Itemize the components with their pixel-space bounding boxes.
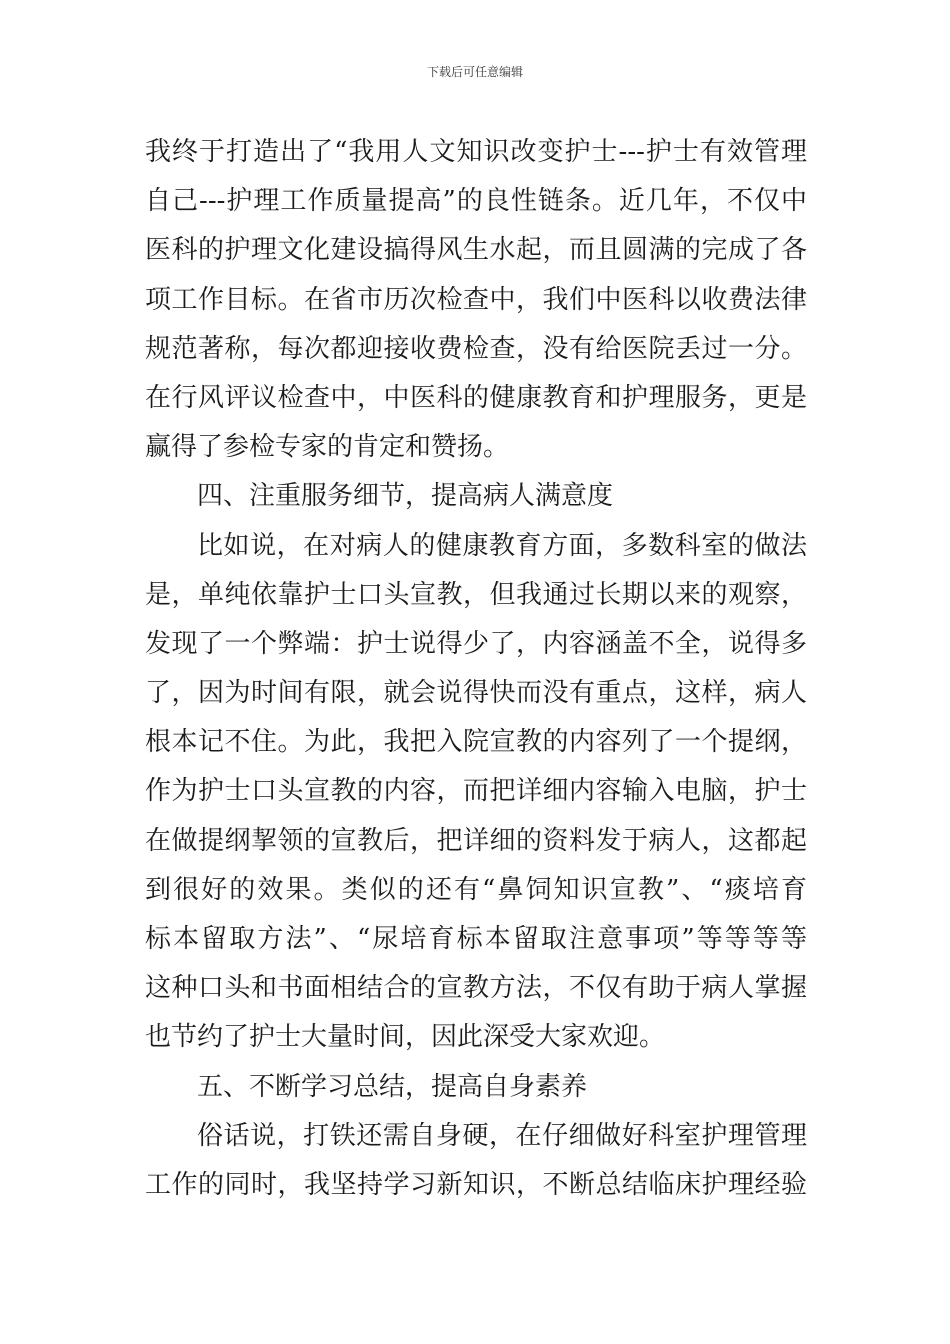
paragraph-first-line: 四、注重服务细节，提高病人满意度 xyxy=(197,481,614,512)
text-line: 是，单纯依靠护士口头宣教，但我通过长期以来的观察， xyxy=(145,579,807,610)
text-line: 这种口头和书面相结合的宣教方法，不仅有助于病人掌握 xyxy=(145,973,807,1004)
paragraph-first-line: 俗话说，打铁还需自身硬，在仔细做好科室护理管理 xyxy=(197,1120,807,1151)
text-line: 我终于打造出了“我用人文知识改变护士---护士有效管理 xyxy=(145,137,807,167)
paragraph-first-line: 比如说，在对病人的健康教育方面，多数科室的做法 xyxy=(197,530,807,561)
text-line: 在做提纲挈领的宣教后，把详细的资料发于病人，这都起 xyxy=(145,825,807,856)
text-line: 项工作目标。在省市历次检查中，我们中医科以收费法律 xyxy=(145,284,807,315)
text-line: 医科的护理文化建设搞得风生水起，而且圆满的完成了各 xyxy=(145,235,807,266)
text-line: 发现了一个弊端：护士说得少了，内容涵盖不全，说得多 xyxy=(145,628,807,659)
text-line: 在行风评议检查中，中医科的健康教育和护理服务，更是 xyxy=(145,382,807,413)
document-body xyxy=(145,128,807,1210)
text-line: 工作的同时，我坚持学习新知识，不断总结临床护理经验 xyxy=(145,1169,807,1200)
text-line: 规范著称，每次都迎接收费检查，没有给医院丢过一分。 xyxy=(145,333,807,364)
text-line: 到很好的效果。类似的还有“鼻饲知识宣教”、“痰培育 xyxy=(145,874,807,905)
page-header: 下载后可任意编辑 xyxy=(426,65,523,79)
text-line: 标本留取方法”、“尿培育标本留取注意事项”等等等等 xyxy=(145,924,807,954)
text-line: 也节约了护士大量时间，因此深受大家欢迎。 xyxy=(145,1022,666,1053)
text-line: 作为护士口头宣教的内容，而把详细内容输入电脑，护士 xyxy=(145,776,807,807)
text-line: 自己---护理工作质量提高”的良性链条。近几年，不仅中 xyxy=(145,186,807,217)
paragraph-first-line: 五、不断学习总结，提高自身素养 xyxy=(197,1071,588,1102)
text-line: 根本记不住。为此，我把入院宣教的内容列了一个提纲， xyxy=(145,727,807,758)
text-line: 了，因为时间有限，就会说得快而没有重点，这样，病人 xyxy=(145,678,807,709)
text-line: 赢得了参检专家的肯定和赞扬。 xyxy=(145,432,510,463)
